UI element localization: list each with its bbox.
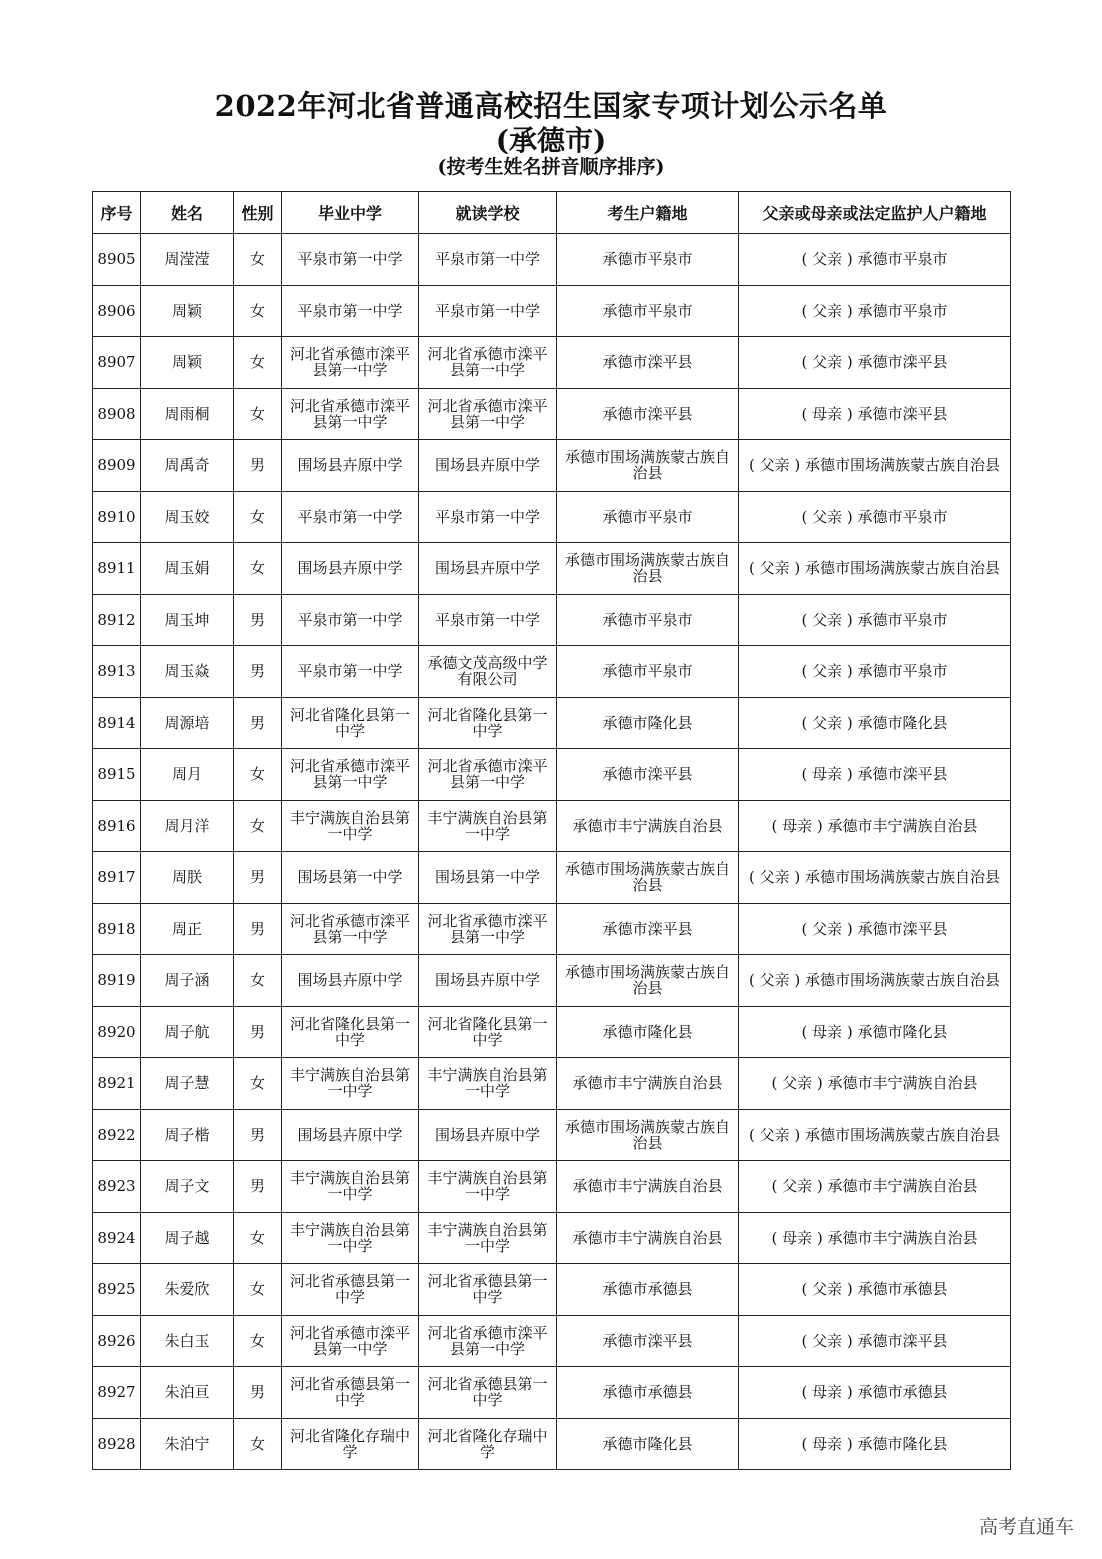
cell-no: 8910 xyxy=(93,491,141,543)
table-row xyxy=(93,491,1011,543)
cell-grad-school: 河北省承德市滦平县第一中学 xyxy=(282,903,419,955)
cell-no: 8920 xyxy=(93,1006,141,1058)
cell-grad-school: 围场县卉原中学 xyxy=(282,1109,419,1161)
parent-domicile-text: 承德市丰宁满族自治县 xyxy=(827,1228,978,1247)
cell-current-school: 围场县卉原中学 xyxy=(419,543,557,595)
cell-domicile: 承德市围场满族蒙古族自治县 xyxy=(557,543,739,595)
cell-grad-school: 围场县卉原中学 xyxy=(282,440,419,492)
cell-gender: 女 xyxy=(234,234,282,286)
cell-gender: 男 xyxy=(234,903,282,955)
parent-relation: ( 父亲 ) xyxy=(801,353,853,372)
cell-parent-domicile xyxy=(739,285,1011,337)
table-row xyxy=(93,800,1011,852)
cell-name: 周滢滢 xyxy=(141,234,234,286)
cell-parent-domicile xyxy=(739,903,1011,955)
cell-grad-school: 河北省隆化县第一中学 xyxy=(282,1006,419,1058)
cell-name: 周玉娟 xyxy=(141,543,234,595)
cell-parent-domicile xyxy=(739,1109,1011,1161)
cell-parent-domicile xyxy=(739,1161,1011,1213)
cell-name: 朱泊亘 xyxy=(141,1367,234,1419)
cell-grad-school: 平泉市第一中学 xyxy=(282,234,419,286)
cell-domicile: 承德市隆化县 xyxy=(557,1006,739,1058)
cell-domicile: 承德市承德县 xyxy=(557,1264,739,1316)
cell-no: 8924 xyxy=(93,1212,141,1264)
cell-no: 8911 xyxy=(93,543,141,595)
cell-no: 8919 xyxy=(93,955,141,1007)
cell-current-school: 围场县卉原中学 xyxy=(419,955,557,1007)
cell-domicile: 承德市滦平县 xyxy=(557,903,739,955)
parent-domicile-text: 承德市围场满族蒙古族自治县 xyxy=(805,559,1001,578)
cell-no: 8914 xyxy=(93,697,141,749)
parent-domicile-text: 承德市滦平县 xyxy=(857,765,948,784)
cell-domicile: 承德市围场满族蒙古族自治县 xyxy=(557,440,739,492)
parent-relation: ( 父亲 ) xyxy=(748,1125,801,1144)
table-row xyxy=(93,1418,1011,1470)
cell-grad-school: 河北省隆化存瑞中学 xyxy=(282,1418,419,1470)
cell-parent-domicile xyxy=(739,1367,1011,1419)
parent-relation: ( 母亲 ) xyxy=(771,816,823,835)
cell-parent-domicile xyxy=(739,800,1011,852)
cell-gender: 女 xyxy=(234,388,282,440)
table-row xyxy=(93,903,1011,955)
cell-current-school: 河北省隆化县第一中学 xyxy=(419,697,557,749)
cell-current-school: 平泉市第一中学 xyxy=(419,491,557,543)
cell-grad-school: 河北省承德市滦平县第一中学 xyxy=(282,749,419,801)
cell-no: 8906 xyxy=(93,285,141,337)
table-row xyxy=(93,1058,1011,1110)
parent-domicile-text: 承德市平泉市 xyxy=(857,250,948,269)
cell-current-school: 围场县卉原中学 xyxy=(419,440,557,492)
sort-note: (按考生姓名拼音顺序排序) xyxy=(437,156,665,178)
parent-domicile-text: 承德市隆化县 xyxy=(857,713,948,732)
cell-name: 周玉焱 xyxy=(141,646,234,698)
cell-name: 周子慧 xyxy=(141,1058,234,1110)
cell-gender: 男 xyxy=(234,1161,282,1213)
cell-current-school: 河北省承德市滦平县第一中学 xyxy=(419,337,557,389)
cell-gender: 女 xyxy=(234,1058,282,1110)
cell-domicile: 承德市丰宁满族自治县 xyxy=(557,800,739,852)
cell-current-school: 河北省承德县第一中学 xyxy=(419,1367,557,1419)
cell-name: 周雨桐 xyxy=(141,388,234,440)
cell-domicile: 承德市隆化县 xyxy=(557,1418,739,1470)
cell-grad-school: 河北省承德市滦平县第一中学 xyxy=(282,1315,419,1367)
parent-domicile-text: 承德市围场满族蒙古族自治县 xyxy=(805,1125,1001,1144)
cell-grad-school: 平泉市第一中学 xyxy=(282,491,419,543)
parent-domicile-text: 承德市围场满族蒙古族自治县 xyxy=(805,868,1001,887)
cell-grad-school: 河北省承德县第一中学 xyxy=(282,1367,419,1419)
table-row xyxy=(93,1212,1011,1264)
cell-gender: 女 xyxy=(234,543,282,595)
cell-grad-school: 丰宁满族自治县第一中学 xyxy=(282,1058,419,1110)
cell-gender: 男 xyxy=(234,1367,282,1419)
column-header-gender: 性别 xyxy=(234,192,282,234)
column-header-grad-school: 毕业中学 xyxy=(282,192,419,234)
cell-current-school: 围场县第一中学 xyxy=(419,852,557,904)
cell-no: 8907 xyxy=(93,337,141,389)
cell-grad-school: 围场县卉原中学 xyxy=(282,543,419,595)
cell-name: 周正 xyxy=(141,903,234,955)
cell-no: 8926 xyxy=(93,1315,141,1367)
cell-grad-school: 丰宁满族自治县第一中学 xyxy=(282,800,419,852)
cell-parent-domicile xyxy=(739,852,1011,904)
cell-grad-school: 围场县第一中学 xyxy=(282,852,419,904)
parent-relation: ( 父亲 ) xyxy=(748,559,801,578)
cell-parent-domicile xyxy=(739,955,1011,1007)
parent-domicile-text: 承德市隆化县 xyxy=(857,1022,948,1041)
cell-name: 周子越 xyxy=(141,1212,234,1264)
page-subtitle: (承德市) xyxy=(495,124,607,157)
cell-domicile: 承德市滦平县 xyxy=(557,749,739,801)
cell-gender: 男 xyxy=(234,1006,282,1058)
cell-name: 周颖 xyxy=(141,285,234,337)
cell-name: 周颖 xyxy=(141,337,234,389)
admission-roster-table xyxy=(92,191,1011,1470)
cell-parent-domicile xyxy=(739,697,1011,749)
cell-no: 8918 xyxy=(93,903,141,955)
cell-parent-domicile xyxy=(739,337,1011,389)
table-row xyxy=(93,697,1011,749)
table-body xyxy=(93,234,1011,1470)
cell-gender: 男 xyxy=(234,697,282,749)
cell-domicile: 承德市滦平县 xyxy=(557,337,739,389)
cell-no: 8908 xyxy=(93,388,141,440)
parent-domicile-text: 承德市承德县 xyxy=(857,1280,948,1299)
cell-parent-domicile xyxy=(739,594,1011,646)
cell-name: 周子涵 xyxy=(141,955,234,1007)
parent-relation: ( 父亲 ) xyxy=(801,662,853,681)
cell-no: 8921 xyxy=(93,1058,141,1110)
cell-grad-school: 围场县卉原中学 xyxy=(282,955,419,1007)
cell-grad-school: 平泉市第一中学 xyxy=(282,285,419,337)
cell-current-school: 河北省承德市滦平县第一中学 xyxy=(419,388,557,440)
cell-parent-domicile xyxy=(739,1006,1011,1058)
cell-current-school: 围场县卉原中学 xyxy=(419,1109,557,1161)
cell-grad-school: 河北省承德市滦平县第一中学 xyxy=(282,337,419,389)
cell-domicile: 承德市丰宁满族自治县 xyxy=(557,1212,739,1264)
cell-grad-school: 河北省承德市滦平县第一中学 xyxy=(282,388,419,440)
cell-domicile: 承德市围场满族蒙古族自治县 xyxy=(557,1109,739,1161)
cell-current-school: 河北省承德市滦平县第一中学 xyxy=(419,1315,557,1367)
parent-domicile-text: 承德市平泉市 xyxy=(857,662,948,681)
column-header-current-school: 就读学校 xyxy=(419,192,557,234)
cell-parent-domicile xyxy=(739,491,1011,543)
cell-no: 8917 xyxy=(93,852,141,904)
table-row xyxy=(93,388,1011,440)
cell-domicile: 承德市平泉市 xyxy=(557,594,739,646)
cell-no: 8923 xyxy=(93,1161,141,1213)
parent-domicile-text: 承德市丰宁满族自治县 xyxy=(827,1177,978,1196)
table-row xyxy=(93,1109,1011,1161)
cell-no: 8915 xyxy=(93,749,141,801)
cell-parent-domicile xyxy=(739,1418,1011,1470)
cell-gender: 男 xyxy=(234,646,282,698)
table-row xyxy=(93,337,1011,389)
cell-current-school: 河北省隆化县第一中学 xyxy=(419,1006,557,1058)
table-row xyxy=(93,1367,1011,1419)
parent-domicile-text: 承德市平泉市 xyxy=(857,507,948,526)
cell-gender: 女 xyxy=(234,1212,282,1264)
cell-parent-domicile xyxy=(739,388,1011,440)
cell-no: 8925 xyxy=(93,1264,141,1316)
cell-grad-school: 丰宁满族自治县第一中学 xyxy=(282,1212,419,1264)
cell-no: 8913 xyxy=(93,646,141,698)
cell-gender: 女 xyxy=(234,1264,282,1316)
parent-relation: ( 父亲 ) xyxy=(748,868,801,887)
parent-relation: ( 父亲 ) xyxy=(748,971,801,990)
cell-current-school: 河北省隆化存瑞中学 xyxy=(419,1418,557,1470)
table-row xyxy=(93,852,1011,904)
cell-current-school: 承德文茂高级中学有限公司 xyxy=(419,646,557,698)
cell-gender: 男 xyxy=(234,1109,282,1161)
cell-current-school: 平泉市第一中学 xyxy=(419,285,557,337)
cell-current-school: 丰宁满族自治县第一中学 xyxy=(419,800,557,852)
parent-domicile-text: 承德市滦平县 xyxy=(857,1331,948,1350)
cell-parent-domicile xyxy=(739,440,1011,492)
cell-domicile: 承德市平泉市 xyxy=(557,234,739,286)
cell-current-school: 平泉市第一中学 xyxy=(419,234,557,286)
table-row xyxy=(93,1006,1011,1058)
table-row xyxy=(93,440,1011,492)
cell-domicile: 承德市承德县 xyxy=(557,1367,739,1419)
parent-domicile-text: 承德市承德县 xyxy=(857,1383,948,1402)
cell-current-school: 河北省承德市滦平县第一中学 xyxy=(419,749,557,801)
column-header-domicile: 考生户籍地 xyxy=(557,192,739,234)
parent-relation: ( 母亲 ) xyxy=(801,1383,853,1402)
table-row xyxy=(93,285,1011,337)
cell-gender: 女 xyxy=(234,955,282,1007)
cell-name: 周子文 xyxy=(141,1161,234,1213)
parent-relation: ( 父亲 ) xyxy=(771,1074,823,1093)
cell-no: 8916 xyxy=(93,800,141,852)
parent-relation: ( 父亲 ) xyxy=(801,713,853,732)
cell-domicile: 承德市丰宁满族自治县 xyxy=(557,1161,739,1213)
parent-relation: ( 父亲 ) xyxy=(801,1331,853,1350)
cell-current-school: 丰宁满族自治县第一中学 xyxy=(419,1212,557,1264)
cell-name: 朱白玉 xyxy=(141,1315,234,1367)
cell-parent-domicile xyxy=(739,1212,1011,1264)
column-header-parent-domicile: 父亲或母亲或法定监护人户籍地 xyxy=(739,192,1011,234)
parent-relation: ( 母亲 ) xyxy=(801,1434,853,1453)
parent-domicile-text: 承德市丰宁满族自治县 xyxy=(827,1074,978,1093)
cell-gender: 女 xyxy=(234,285,282,337)
cell-name: 周月洋 xyxy=(141,800,234,852)
cell-domicile: 承德市丰宁满族自治县 xyxy=(557,1058,739,1110)
table-row xyxy=(93,543,1011,595)
table-row xyxy=(93,234,1011,286)
cell-grad-school: 河北省隆化县第一中学 xyxy=(282,697,419,749)
table-row xyxy=(93,1315,1011,1367)
cell-grad-school: 平泉市第一中学 xyxy=(282,594,419,646)
parent-domicile-text: 承德市围场满族蒙古族自治县 xyxy=(805,971,1001,990)
cell-name: 周月 xyxy=(141,749,234,801)
cell-parent-domicile xyxy=(739,543,1011,595)
parent-relation: ( 父亲 ) xyxy=(801,1280,853,1299)
parent-domicile-text: 承德市平泉市 xyxy=(857,301,948,320)
column-header-name: 姓名 xyxy=(141,192,234,234)
parent-relation: ( 父亲 ) xyxy=(801,610,853,629)
parent-domicile-text: 承德市丰宁满族自治县 xyxy=(827,816,978,835)
parent-relation: ( 父亲 ) xyxy=(801,250,853,269)
parent-relation: ( 父亲 ) xyxy=(801,507,853,526)
cell-domicile: 承德市围场满族蒙古族自治县 xyxy=(557,852,739,904)
cell-domicile: 承德市围场满族蒙古族自治县 xyxy=(557,955,739,1007)
cell-grad-school: 河北省承德县第一中学 xyxy=(282,1264,419,1316)
parent-domicile-text: 承德市平泉市 xyxy=(857,610,948,629)
cell-name: 周禹奇 xyxy=(141,440,234,492)
cell-no: 8912 xyxy=(93,594,141,646)
parent-domicile-text: 承德市滦平县 xyxy=(857,404,948,423)
parent-relation: ( 母亲 ) xyxy=(801,404,853,423)
cell-gender: 女 xyxy=(234,337,282,389)
cell-name: 周源培 xyxy=(141,697,234,749)
table-row xyxy=(93,646,1011,698)
cell-current-school: 丰宁满族自治县第一中学 xyxy=(419,1058,557,1110)
cell-current-school: 河北省承德县第一中学 xyxy=(419,1264,557,1316)
parent-domicile-text: 承德市滦平县 xyxy=(857,919,948,938)
header-row xyxy=(93,192,1011,234)
table-row xyxy=(93,955,1011,1007)
parent-relation: ( 父亲 ) xyxy=(801,919,853,938)
cell-name: 周玉姣 xyxy=(141,491,234,543)
cell-domicile: 承德市平泉市 xyxy=(557,646,739,698)
cell-gender: 女 xyxy=(234,800,282,852)
cell-current-school: 丰宁满族自治县第一中学 xyxy=(419,1161,557,1213)
cell-gender: 男 xyxy=(234,594,282,646)
cell-parent-domicile xyxy=(739,234,1011,286)
cell-name: 周玉坤 xyxy=(141,594,234,646)
cell-name: 周子航 xyxy=(141,1006,234,1058)
cell-domicile: 承德市平泉市 xyxy=(557,491,739,543)
parent-relation: ( 母亲 ) xyxy=(771,1228,823,1247)
parent-relation: ( 父亲 ) xyxy=(771,1177,823,1196)
cell-no: 8905 xyxy=(93,234,141,286)
cell-parent-domicile xyxy=(739,1058,1011,1110)
cell-no: 8928 xyxy=(93,1418,141,1470)
page-title: 2022年河北省普通高校招生国家专项计划公示名单 xyxy=(214,89,888,123)
parent-domicile-text: 承德市滦平县 xyxy=(857,353,948,372)
cell-current-school: 河北省承德市滦平县第一中学 xyxy=(419,903,557,955)
cell-no: 8922 xyxy=(93,1109,141,1161)
table-row xyxy=(93,594,1011,646)
cell-no: 8927 xyxy=(93,1367,141,1419)
cell-name: 朱爱欣 xyxy=(141,1264,234,1316)
table-row xyxy=(93,1161,1011,1213)
cell-parent-domicile xyxy=(739,1264,1011,1316)
cell-domicile: 承德市滦平县 xyxy=(557,388,739,440)
table-row xyxy=(93,1264,1011,1316)
watermark: 高考直通车 xyxy=(978,1516,1074,1538)
parent-relation: ( 母亲 ) xyxy=(801,1022,853,1041)
cell-grad-school: 丰宁满族自治县第一中学 xyxy=(282,1161,419,1213)
parent-relation: ( 父亲 ) xyxy=(748,456,801,475)
parent-relation: ( 母亲 ) xyxy=(801,765,853,784)
cell-name: 朱泊宁 xyxy=(141,1418,234,1470)
cell-gender: 女 xyxy=(234,749,282,801)
cell-no: 8909 xyxy=(93,440,141,492)
cell-name: 周朕 xyxy=(141,852,234,904)
cell-parent-domicile xyxy=(739,646,1011,698)
cell-gender: 男 xyxy=(234,852,282,904)
parent-domicile-text: 承德市围场满族蒙古族自治县 xyxy=(805,456,1001,475)
cell-gender: 女 xyxy=(234,491,282,543)
cell-current-school: 平泉市第一中学 xyxy=(419,594,557,646)
cell-grad-school: 平泉市第一中学 xyxy=(282,646,419,698)
parent-domicile-text: 承德市隆化县 xyxy=(857,1434,948,1453)
table-row xyxy=(93,749,1011,801)
cell-gender: 女 xyxy=(234,1315,282,1367)
cell-name: 周子楷 xyxy=(141,1109,234,1161)
cell-parent-domicile xyxy=(739,1315,1011,1367)
cell-gender: 男 xyxy=(234,440,282,492)
cell-domicile: 承德市隆化县 xyxy=(557,697,739,749)
cell-gender: 女 xyxy=(234,1418,282,1470)
cell-parent-domicile xyxy=(739,749,1011,801)
cell-domicile: 承德市滦平县 xyxy=(557,1315,739,1367)
column-header-no: 序号 xyxy=(93,192,141,234)
parent-relation: ( 父亲 ) xyxy=(801,301,853,320)
cell-domicile: 承德市平泉市 xyxy=(557,285,739,337)
